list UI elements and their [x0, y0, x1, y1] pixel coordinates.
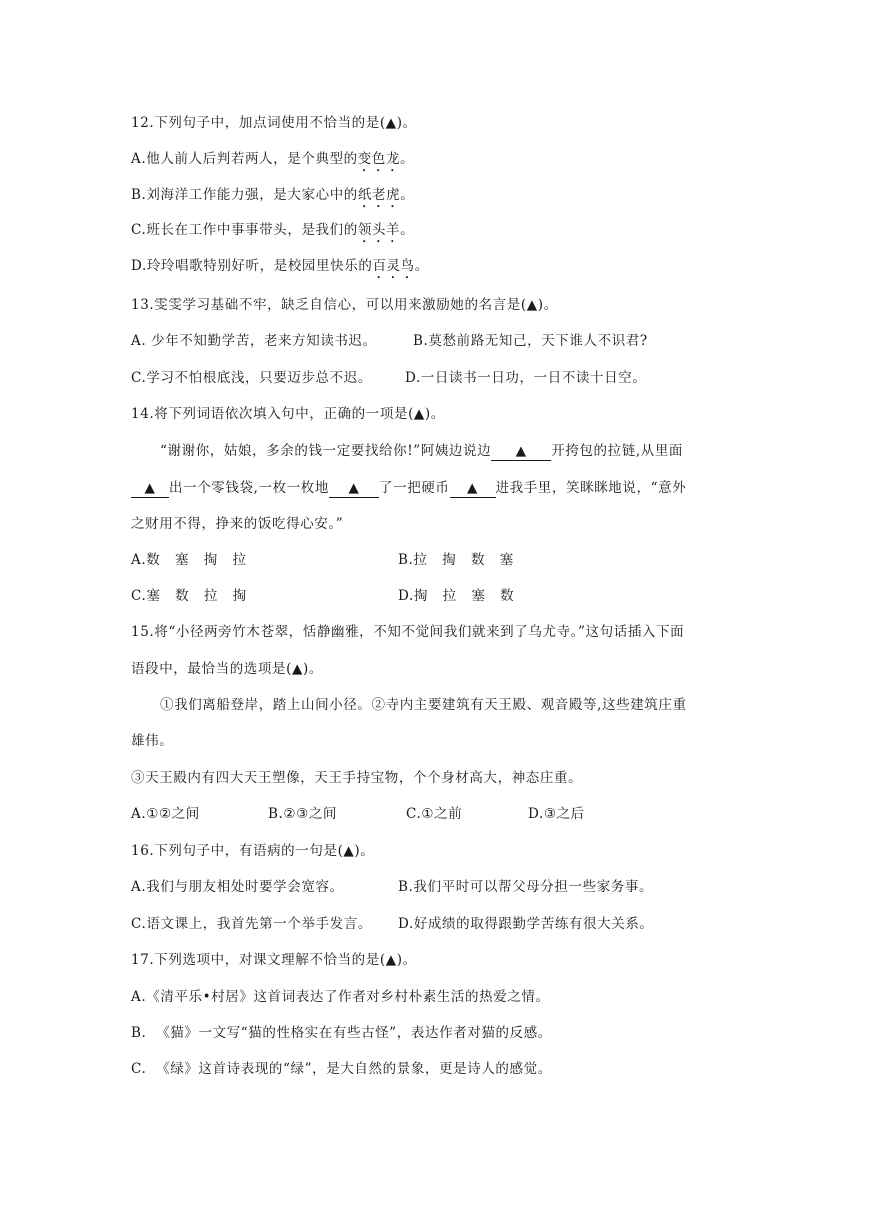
q13-option-a: A. 少年不知勤学苦，老来方知读书迟。	[131, 333, 377, 349]
q15-passage-line-3: ③天王殿内有四大天王塑像，天王手持宝物，个个身材高大，神态庄重。	[131, 770, 583, 786]
q14-passage-text: 出一个零钱袋,一枚一枚地	[169, 480, 329, 496]
q14-blank-4: ▲	[450, 479, 496, 498]
q14-option-d: D.掏 拉 塞 数	[398, 588, 515, 604]
q16-option-a: A.我们与朋友相处时要学会宽容。	[131, 879, 344, 895]
q12-a-text: A.他人前人后判若两人，是个典型的	[131, 151, 358, 167]
q14-blank-1: ▲	[491, 442, 551, 461]
q14-blank-2: ▲	[131, 479, 169, 498]
q14-blank-3: ▲	[329, 479, 379, 498]
q16-option-b: B.我们平时可以帮父母分担一些家务事。	[398, 879, 654, 895]
q14-option-a: A.数 塞 掏 拉	[131, 552, 247, 568]
q12-option-b	[131, 185, 414, 211]
q14-passage-text: 开挎包的拉链,从里面	[551, 443, 684, 459]
q16-option-c: C.语文课上，我首先第一个举手发言。	[131, 916, 372, 932]
q12-d-text: D.玲玲唱歌特别好听，是校园里快乐的	[131, 258, 373, 274]
q17-option-c: C. 《绿》这首诗表现的“绿”，是大自然的景象，更是诗人的感觉。	[131, 1061, 552, 1077]
q14-passage-text: 进我手里，笑眯眯地说，“意外	[495, 480, 687, 496]
q15-option-b: B.②③之间	[268, 806, 338, 822]
q15-passage-line-2: 雄伟。	[131, 733, 174, 749]
q13-option-b: B.莫愁前路无知己，天下谁人不识君?	[413, 333, 648, 349]
q17-option-a: A.《清平乐•村居》这首词表达了作者对乡村朴素生活的热爱之情。	[131, 989, 550, 1005]
q15-stem-line-2: 语段中，最恰当的选项是(▲)。	[131, 661, 323, 677]
q15-option-a: A.①②之间	[131, 806, 200, 822]
q12-a-end: 。	[400, 151, 415, 167]
q14-stem: 14.将下列词语依次填入句中，正确的一项是(▲)。	[131, 406, 445, 422]
q12-a-dotted-word: 变色龙	[357, 151, 401, 167]
q12-b-text: B.刘海洋工作能力强，是大家心中的	[131, 187, 358, 203]
q12-option-c	[131, 220, 414, 246]
q13-option-c: C.学习不怕根底浅，只要迈步总不迟。	[131, 370, 372, 386]
q13-stem: 13.雯雯学习基础不牢，缺乏自信心，可以用来激励她的名言是(▲)。	[131, 297, 558, 313]
q12-d-end: 。	[414, 258, 429, 274]
q12-b-end: 。	[400, 187, 415, 203]
q14-option-b: B.拉 掏 数 塞	[398, 552, 514, 568]
q14-passage-text: “谢谢你，姑娘，多余的钱一定要找给你!”阿姨边说边	[160, 443, 492, 459]
q14-passage-line-2	[131, 478, 686, 498]
q12-option-a	[131, 149, 414, 175]
q12-stem: 12.下列句子中，加点词使用不恰当的是(▲)。	[131, 115, 417, 131]
q14-option-c: C.塞 数 拉 掏	[131, 588, 247, 604]
q14-passage-line-1	[160, 441, 683, 461]
q12-option-d	[131, 256, 429, 282]
q12-b-dotted-word: 纸老虎	[357, 187, 401, 203]
q15-option-c: C.①之前	[406, 806, 463, 822]
q15-stem-line-1: 15.将“小径两旁竹木苍翠，恬静幽雅，不知不觉间我们就来到了乌尤寺。”这句话插入下面	[131, 624, 685, 640]
q16-stem: 16.下列句子中，有语病的一句是(▲)。	[131, 843, 375, 859]
q16-option-d: D.好成绩的取得跟勤学苦练有很大关系。	[398, 916, 654, 932]
q12-c-text: C.班长在工作中事事带头，是我们的	[131, 222, 358, 238]
q14-passage-line-3: 之财用不得，挣来的饭吃得心安。”	[131, 516, 344, 532]
q13-option-d: D.一日读书一日功，一日不读十日空。	[405, 370, 647, 386]
q17-stem: 17.下列选项中，对课文理解不恰当的是(▲)。	[131, 952, 417, 968]
q15-passage-line-1: ①我们离船登岸，踏上山间小径。②寺内主要建筑有天王殿、观音殿等,这些建筑庄重	[160, 697, 687, 713]
q14-passage-text: 了一把硬币	[379, 480, 450, 496]
q12-c-dotted-word: 领头羊	[357, 222, 401, 238]
q15-option-d: D.③之后	[528, 806, 585, 822]
q12-c-end: 。	[400, 222, 415, 238]
q17-option-b: B. 《猫》一文写“猫的性格实在有些古怪”，表达作者对猫的反感。	[131, 1025, 552, 1041]
q12-d-dotted-word: 百灵鸟	[372, 258, 415, 274]
